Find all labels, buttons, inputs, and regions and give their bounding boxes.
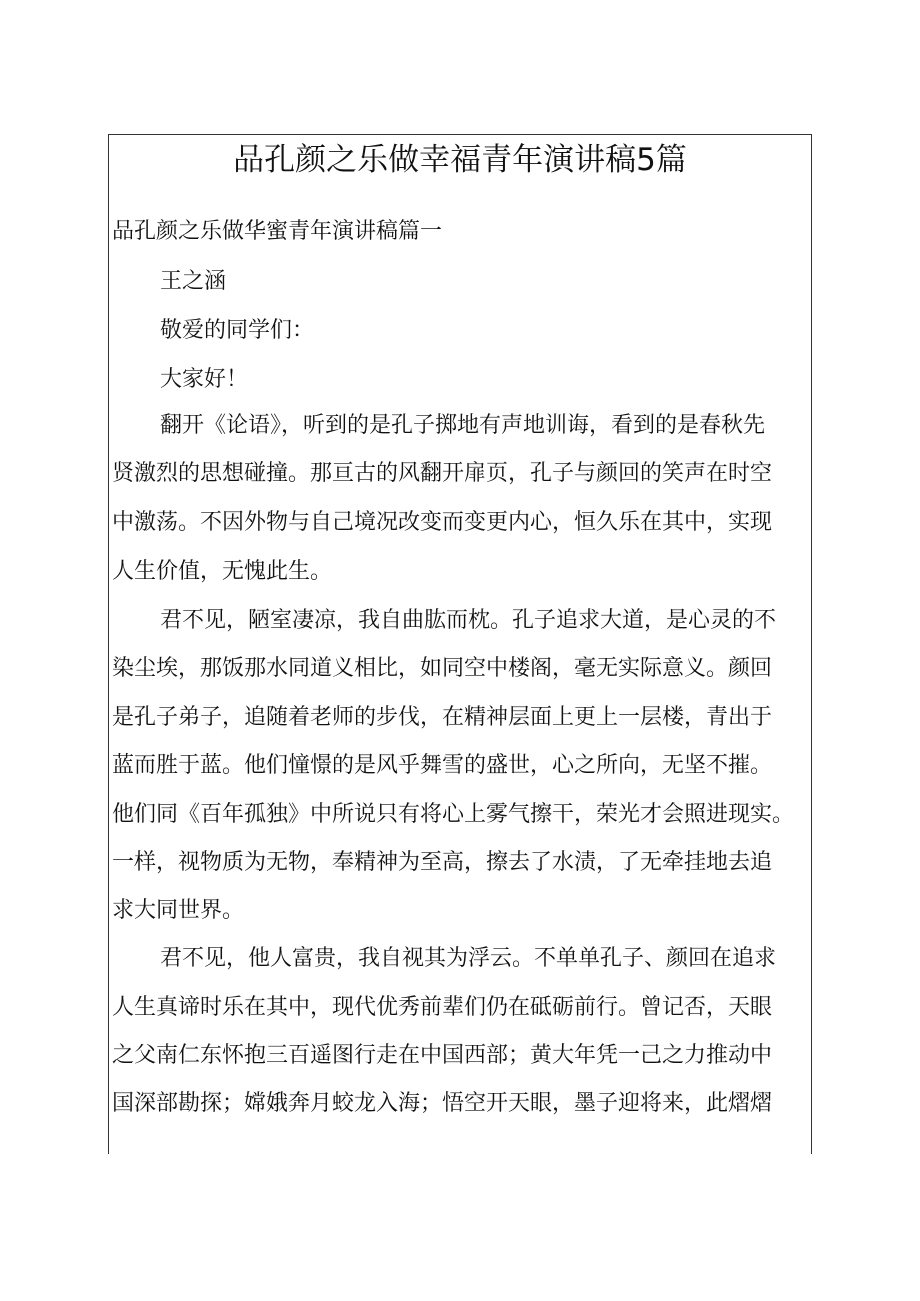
paragraph-2-line-5: 他们同《百年孤独》中所说只有将心上雾气擦干，荣光才会照进现实。 [112,802,795,827]
paragraph-1-line-3: 中激荡。不因外物与自己境况改变而变更内心，恒久乐在其中，实现 [112,510,773,535]
paragraph-2-line-2: 染尘埃，那饭那水同道义相比，如同空中楼阁，毫无实际意义。颜回 [112,656,773,681]
paragraph-3-line-1: 君不见，他人富贵，我自视其为浮云。不单单孔子、颜回在追求 [160,946,777,971]
author-name: 王之涵 [160,269,227,294]
paragraph-2-line-6: 一样，视物质为无物，奉精神为至高，擦去了水渍，了无牵挂地去追 [112,850,773,875]
paragraph-3-line-2: 人生真谛时乐在其中，现代优秀前辈们仍在砥砺前行。曾记否，天眼 [112,995,773,1020]
paragraph-2-line-3: 是孔子弟子，追随着老师的步伐，在精神层面上更上一层楼，青出于 [112,705,773,730]
paragraph-1-line-2: 贤激烈的思想碰撞。那亘古的风翻开扉页，孔子与颜回的笑声在时空 [112,461,773,486]
salutation: 敬爱的同学们： [160,318,315,343]
greeting: 大家好！ [160,367,249,392]
document-title: 品孔颜之乐做幸福青年演讲稿5篇 [233,142,687,178]
paragraph-1-line-4: 人生价值，无愧此生。 [112,559,333,584]
paragraph-3-line-3: 之父南仁东怀抱三百遥图行走在中国西部；黄大年凭一己之力推动中 [112,1043,773,1068]
paragraph-2-line-1: 君不见，陋室凄凉，我自曲肱而枕。孔子追求大道，是心灵的不 [160,608,777,633]
paragraph-1-line-1: 翻开《论语》，听到的是孔子掷地有声地训诲，看到的是春秋先 [160,413,766,438]
paragraph-2-line-4: 蓝而胜于蓝。他们憧憬的是风乎舞雪的盛世，心之所向，无坚不摧。 [112,753,773,778]
section-heading: 品孔颜之乐做华蜜青年演讲稿篇一 [112,219,443,244]
paragraph-3-line-4: 国深部勘探；嫦娥奔月蛟龙入海；悟空开天眼，墨子迎将来，此熠熠 [112,1091,773,1116]
paragraph-2-line-7: 求大同世界。 [112,898,245,923]
